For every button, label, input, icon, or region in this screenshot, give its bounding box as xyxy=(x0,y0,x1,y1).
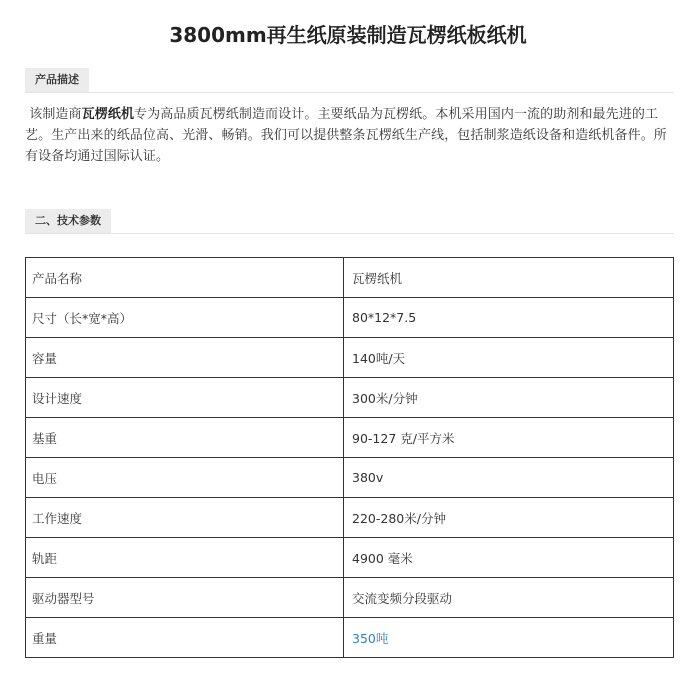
spec-label: 驱动器型号 xyxy=(26,578,344,618)
spec-value: 300米/分钟 xyxy=(344,378,674,418)
spec-value: 交流变频分段驱动 xyxy=(344,578,674,618)
table-row xyxy=(26,258,674,298)
table-row xyxy=(26,538,674,578)
spec-label: 基重 xyxy=(26,418,344,458)
table-row xyxy=(26,498,674,538)
table-row xyxy=(26,418,674,458)
spec-label: 尺寸（长*宽*高） xyxy=(26,298,344,338)
tech-specs-header xyxy=(25,209,674,234)
spec-value: 瓦楞纸机 xyxy=(344,258,674,298)
desc-text-after: 专为高品质瓦楞纸制造而设计。主要纸品为瓦楞纸。本机采用国内一流的助剂和最先进的工艺。生产出来的纸品位高、光滑、畅销。我们可以提供整条瓦楞纸生产线，包括制浆造纸设备和造纸机备件。所有设备均通过国际认证。 xyxy=(25,107,667,164)
product-description-header xyxy=(25,68,674,93)
spec-label: 电压 xyxy=(26,458,344,498)
spec-value: 140吨/天 xyxy=(344,338,674,378)
spec-value: 90-127 克/平方米 xyxy=(344,418,674,458)
desc-text-bold[interactable]: 瓦楞纸机 xyxy=(81,107,135,122)
product-description-tag: 产品描述 xyxy=(25,68,89,92)
weight-value-link[interactable]: 350吨 xyxy=(352,630,389,646)
tech-specs-table xyxy=(25,257,674,658)
spec-value: 220-280米/分钟 xyxy=(344,498,674,538)
spec-label: 轨距 xyxy=(26,538,344,578)
spec-value: 380v xyxy=(344,458,674,498)
table-row xyxy=(26,578,674,618)
spec-value: 4900 毫米 xyxy=(344,538,674,578)
table-row xyxy=(26,378,674,418)
spec-label: 重量 xyxy=(26,618,344,658)
spec-label: 工作速度 xyxy=(26,498,344,538)
table-row xyxy=(26,458,674,498)
table-row xyxy=(26,338,674,378)
spec-label: 产品名称 xyxy=(26,258,344,298)
table-row xyxy=(26,618,674,658)
page-title: 3800mm再生纸原装制造瓦楞纸板纸机 xyxy=(169,23,527,47)
table-row xyxy=(26,298,674,338)
spec-label: 设计速度 xyxy=(26,378,344,418)
tech-specs-tag: 二、技术参数 xyxy=(25,209,111,233)
product-description-text xyxy=(25,104,675,167)
desc-text-before: 该制造商 xyxy=(29,107,82,122)
spec-value: 80*12*7.5 xyxy=(344,298,674,338)
spec-value-cell xyxy=(344,618,674,658)
spec-label: 容量 xyxy=(26,338,344,378)
